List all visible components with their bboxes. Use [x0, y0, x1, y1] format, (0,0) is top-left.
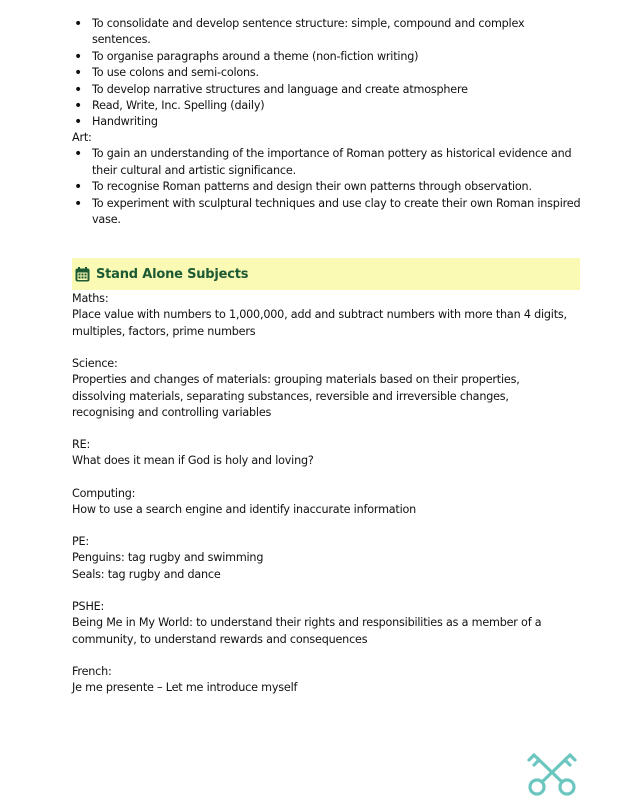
subject-text: Je me presente – Let me introduce myself [72, 681, 298, 695]
subject-computing [72, 486, 572, 519]
subject-text: How to use a search engine and identify inaccurate information [72, 503, 417, 517]
subject-text: Properties and changes of materials: grouping materials based on their properties, dissolving materials, separating substances, reversible and irreversible changes, recognising and controlling variables [72, 373, 520, 420]
art-section [72, 130, 582, 228]
art-heading: Art: [72, 131, 92, 144]
list-item: • To experiment with sculptural techniques and use clay to create their own Roman inspired vase. [72, 196, 582, 229]
crossed-keys-logo [526, 750, 578, 798]
subject-text: Penguins: tag rugby and swimming [72, 551, 264, 565]
subject-text: Being Me in My World: to understand their rights and responsibilities as a member of a community, to understand rewards and consequences [72, 616, 542, 646]
subject-french [72, 664, 572, 697]
stand-alone-subjects-header [72, 258, 580, 290]
list-item: • To recognise Roman patterns and design their own patterns through observation. [72, 179, 582, 195]
list-item: • To consolidate and develop sentence structure: simple, compound and complex sentences. [72, 16, 582, 49]
subject-science [72, 356, 572, 422]
subject-maths [72, 291, 572, 340]
subject-pe [72, 534, 572, 583]
calendar-icon [75, 267, 90, 282]
subject-heading: Computing: [72, 487, 136, 500]
subject-re [72, 437, 572, 470]
list-item: • Handwriting [72, 114, 582, 130]
art-objectives-list [72, 146, 582, 228]
subject-heading: Science: [72, 357, 118, 370]
list-item: • To develop narrative structures and language and create atmosphere [72, 82, 582, 98]
list-item: • To gain an understanding of the importance of Roman pottery as historical evidence and their cultural and artistic significance. [72, 146, 582, 179]
subject-pshe [72, 599, 572, 648]
subject-text: What does it mean if God is holy and loving? [72, 454, 314, 468]
subject-heading: PSHE: [72, 600, 105, 613]
subject-text: Seals: tag rugby and dance [72, 567, 221, 581]
list-item: • Read, Write, Inc. Spelling (daily) [72, 98, 582, 114]
section-title: Stand Alone Subjects [96, 266, 249, 282]
list-item: • To use colons and semi-colons. [72, 65, 582, 81]
subject-text: Place value with numbers to 1,000,000, add and subtract numbers with more than 4 digits, multiples, factors, prime numbers [72, 308, 567, 338]
subject-heading: RE: [72, 438, 91, 451]
subject-heading: Maths: [72, 292, 109, 305]
subject-heading: PE: [72, 535, 89, 548]
english-objectives-list [72, 16, 582, 131]
list-item: • To organise paragraphs around a theme (non-fiction writing) [72, 49, 582, 65]
subject-heading: French: [72, 665, 112, 678]
